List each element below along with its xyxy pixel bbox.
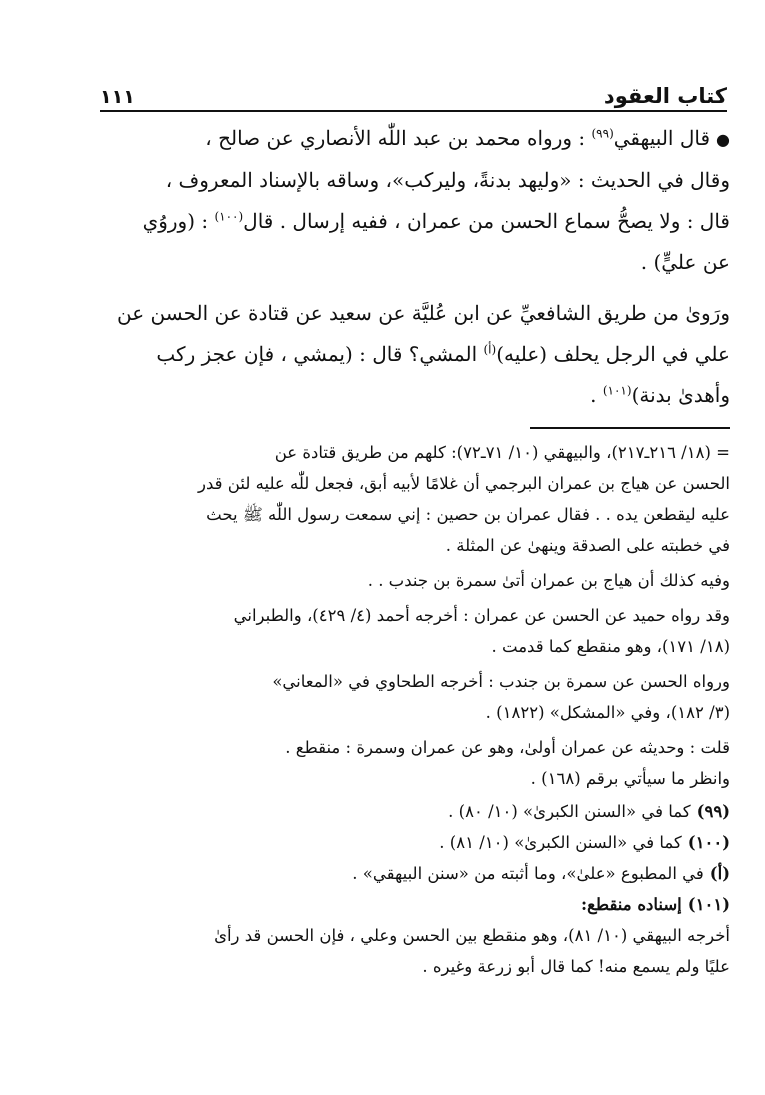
text-run: . bbox=[590, 383, 603, 407]
note-line: قلت : وحديثه عن عمران أولىٰ، وهو عن عمران وسمرة : منقطع . bbox=[285, 738, 730, 757]
footnote-line: أخرجه البيهقي (١٠/ ٨١)، وهو منقطع بين الحسن وعلي ، فإن الحسن قد رأىٰ bbox=[214, 926, 730, 945]
footnote-a bbox=[98, 858, 730, 889]
text-run: وأهدىٰ بدنة) bbox=[631, 383, 730, 407]
text-run: قال البيهقي bbox=[613, 126, 711, 150]
footnote-text: في المطبوع «علىٰ»، وما أثبته من «سنن البيهقي» . bbox=[352, 864, 704, 883]
paragraph-2 bbox=[98, 293, 730, 416]
text-run: المشي؟ قال : (يمشي ، فإن عجز ركب bbox=[156, 342, 484, 366]
text-line: عن عليٍّ) . bbox=[640, 250, 730, 274]
note-line: وفيه كذلك أن هياج بن عمران أتىٰ سمرة بن جندب . . bbox=[367, 571, 730, 590]
footnote-ref-100[interactable]: (١٠٠) bbox=[214, 209, 244, 224]
footnote-number: (١٠٠) bbox=[687, 833, 730, 852]
note-line: وانظر ما سيأتي برقم (١٦٨) . bbox=[530, 769, 730, 788]
note-line: (٣/ ١٨٢)، وفي «المشكل» (١٨٢٢) . bbox=[485, 703, 730, 722]
note-line: عليه ليقطعن يده . . فقال عمران بن حصين : إني سمعت رسول اللّٰه ﷺ يحث bbox=[206, 505, 730, 524]
note-line: ورواه الحسن عن سمرة بن جندب : أخرجه الطحاوي في «المعاني» bbox=[272, 672, 730, 691]
main-text bbox=[98, 118, 730, 416]
note-line: = (١٨/ ٢١٦ـ٢١٧)، والبيهقي (١٠/ ٧١ـ٧٢): كلهم من طريق قتادة عن bbox=[274, 443, 730, 462]
text-line: ورَوىٰ من طريق الشافعيِّ عن ابن عُليَّة عن سعيد عن قتادة عن الحسن عن bbox=[117, 301, 730, 325]
text-run: قال : ولا يصحُّ سماع الحسن من عمران ، ففيه إرسال . قال bbox=[243, 209, 730, 233]
footnote-100 bbox=[98, 827, 730, 858]
footnote-99 bbox=[98, 796, 730, 827]
footnote-divider bbox=[530, 427, 730, 429]
text-run: : ورواه محمد بن عبد اللّٰه الأنصاري عن صالح ، bbox=[205, 126, 592, 150]
footnote-number: (٩٩) bbox=[696, 802, 730, 821]
note-line: في خطبته على الصدقة وينهىٰ عن المثلة . bbox=[445, 536, 730, 555]
page-header bbox=[100, 78, 727, 112]
footnote-ref-101[interactable]: (١٠١) bbox=[602, 383, 632, 398]
note-line: (١٨/ ١٧١)، وهو منقطع كما قدمت . bbox=[491, 637, 730, 656]
footnote-text: كما في «السنن الكبرىٰ» (١٠/ ٨١) . bbox=[439, 833, 682, 852]
footnote-101 bbox=[98, 889, 730, 920]
footnote-line: عليًا ولم يسمع منه! كما قال أبو زرعة وغيره . bbox=[422, 957, 730, 976]
note-line: وقد رواه حميد عن الحسن عن عمران : أخرجه أحمد (٤/ ٤٢٩)، والطبراني bbox=[233, 606, 730, 625]
footnote-number: (١٠١) bbox=[687, 895, 730, 914]
paragraph-1 bbox=[98, 118, 730, 283]
footnote-text: كما في «السنن الكبرىٰ» (١٠/ ٨٠) . bbox=[448, 802, 691, 821]
footnotes-section bbox=[98, 437, 730, 982]
running-head: كتاب العقود bbox=[603, 84, 727, 108]
bullet-mark: ● bbox=[716, 130, 730, 149]
footnote-ref-a[interactable]: (أ) bbox=[483, 342, 497, 357]
footnote-number: (أ) bbox=[709, 864, 730, 883]
footnote-ref-99[interactable]: (٩٩) bbox=[591, 126, 614, 141]
note-line: الحسن عن هياج بن عمران البرجمي أن غلامًا لأبيه أبق، فجعل للّٰه عليه لئن قدر bbox=[198, 474, 730, 493]
text-run: : (وروُي bbox=[142, 209, 215, 233]
footnote-heading: إسناده منقطع: bbox=[581, 895, 682, 914]
text-run: علي في الرجل يحلف (عليه) bbox=[496, 342, 730, 366]
page-number: ١١١ bbox=[100, 86, 135, 108]
text-line: وقال في الحديث : «وليهد بدنةً، وليركب»، وساقه بالإسناد المعروف ، bbox=[165, 168, 730, 192]
